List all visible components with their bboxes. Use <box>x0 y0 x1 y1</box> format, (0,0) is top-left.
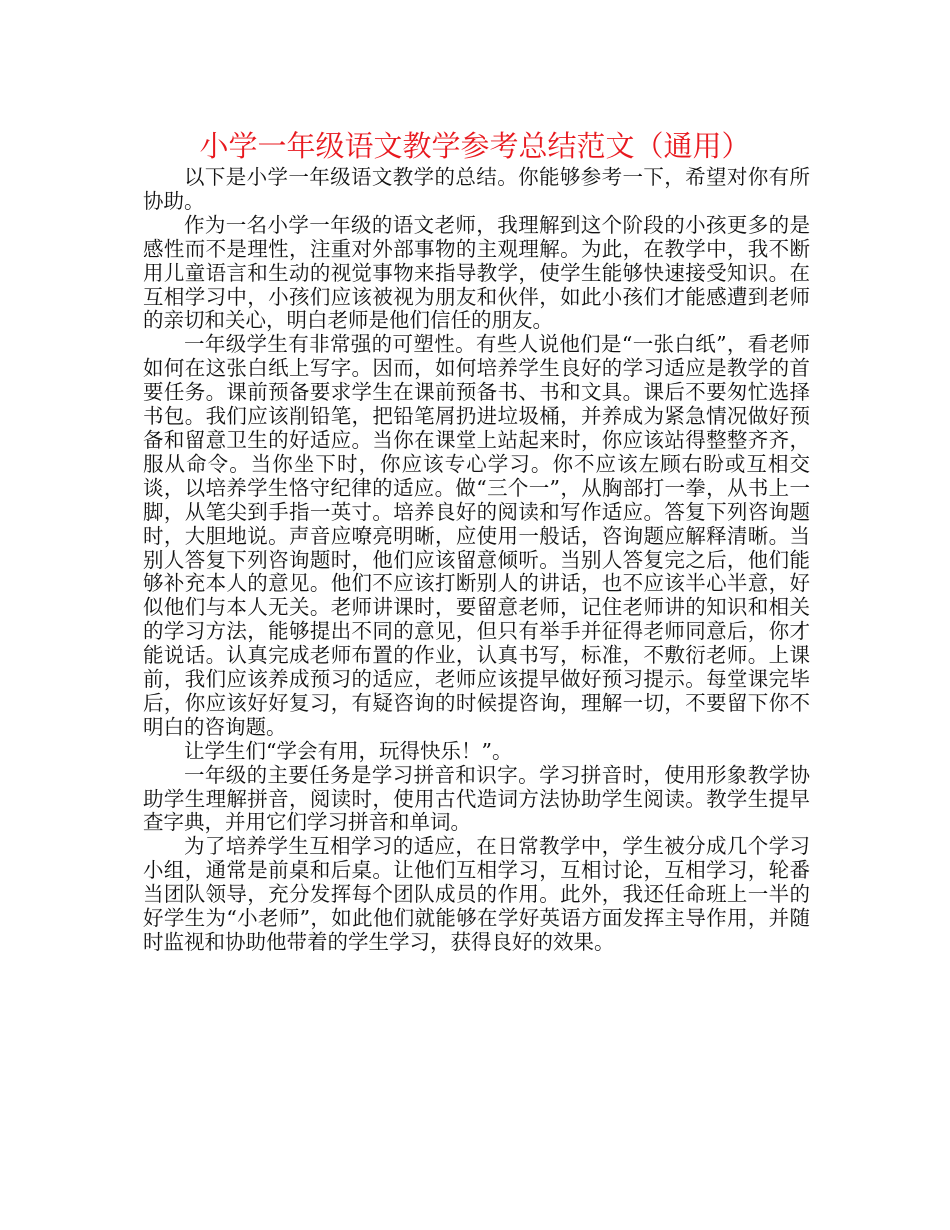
paragraph: 为了培养学生互相学习的适应，在日常教学中，学生被分成几个学习小组，通常是前桌和后桌。让他们互相学习，互相讨论，互相学习，轮番当团队领导，充分发挥每个团队成员的作用。此外，我还任命班上一半的好学生为“小老师”，如此他们就能够在学好英语方面发挥主导作用，并随时监视和协助他带着的学生学习，获得良好的效果。 <box>143 834 810 954</box>
paragraph: 一年级的主要任务是学习拼音和识字。学习拼音时，使用形象教学协助学生理解拼音，阅读时，使用古代造词方法协助学生阅读。教学生提早查字典，并用它们学习拼音和单词。 <box>143 762 810 835</box>
paragraph: 以下是小学一年级语文教学的总结。你能够参考一下，希望对你有所协助。 <box>143 165 810 213</box>
paragraph: 作为一名小学一年级的语文老师，我理解到这个阶段的小孩更多的是感性而不是理性，注重对外部事物的主观理解。为此，在教学中，我不断用儿童语言和生动的视觉事物来指导教学，使学生能够快速接受知识。在互相学习中，小孩们应该被视为朋友和伙伴，如此小孩们才能感遭到老师的亲切和关心，明白老师是他们信任的朋友。 <box>143 212 810 333</box>
document-body <box>143 166 810 955</box>
document-title: 小学一年级语文教学参考总结范文（通用） <box>199 129 751 163</box>
paragraph: 一年级学生有非常强的可塑性。有些人说他们是“一张白纸”，看老师如何在这张白纸上写字。因而，如何培养学生良好的学习适应是教学的首要任务。课前预备要求学生在课前预备书、书和文具。课后不要匆忙选择书包。我们应该削铅笔，把铅笔屑扔进垃圾桶，并养成为紧急情况做好预备和留意卫生的好适应。当你在课堂上站起来时，你应该站得整整齐齐，服从命令。当你坐下时，你应该专心学习。你不应该左顾右盼或互相交谈，以培养学生恪守纪律的适应。做“三个一”，从胸部打一拳，从书上一脚，从笔尖到手指一英寸。培养良好的阅读和写作适应。答复下列咨询题时，大胆地说。声音应嘹亮明晰，应使用一般话，咨询题应解释清晰。当别人答复下列咨询题时，他们应该留意倾听。当别人答复完之后，他们能够补充本人的意见。他们不应该打断别人的讲话，也不应该半心半意，好似他们与本人无关。老师讲课时，要留意老师，记住老师讲的知识和相关的学习方法，能够提出不同的意见，但只有举手并征得老师同意后，你才能说话。认真完成老师布置的作业，认真书写，标准，不敷衍老师。上课前，我们应该养成预习的适应，老师应该提早做好预习提示。每堂课完毕后，你应该好好复习，有疑咨询的时候提咨询，理解一切，不要留下你不明白的咨询题。 <box>143 332 810 739</box>
paragraph: 让学生们“学会有用，玩得快乐！”。 <box>184 738 513 763</box>
